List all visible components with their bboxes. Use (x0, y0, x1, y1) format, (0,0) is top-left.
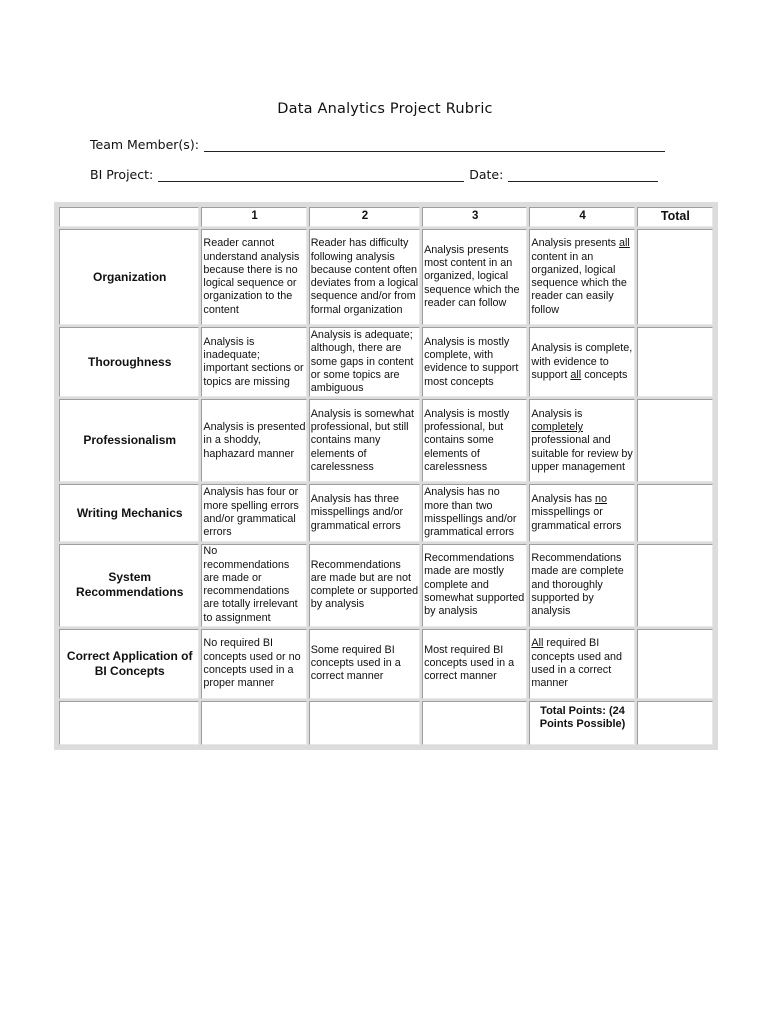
rubric-cell-score-1: Analysis has four or more spelling errors and/or grammatical errors (201, 484, 306, 541)
total-points-row (59, 701, 713, 745)
header-score-1: 1 (201, 207, 306, 227)
emphasis-underline: all (619, 237, 630, 250)
rubric-table-wrapper (54, 202, 718, 750)
criterion-label: Organization (59, 229, 199, 325)
total-score-cell[interactable] (637, 229, 713, 325)
team-members-input-line[interactable] (204, 137, 665, 152)
header-row (59, 207, 713, 227)
rubric-cell-score-3: Analysis is mostly professional, but contains some elements of carelessness (422, 399, 527, 482)
header-total: Total (637, 207, 713, 227)
bi-project-label: BI Project: (90, 167, 154, 182)
criterion-label: System Recommendations (59, 544, 199, 627)
rubric-cell-score-3: Most required BI concepts used in a correct manner (422, 629, 527, 699)
emphasis-underline: no (595, 493, 608, 506)
rubric-cell-score-1: Reader cannot understand analysis because there is no logical sequence or organization to the content (201, 229, 306, 325)
header-blank-cell (59, 207, 199, 227)
total-score-cell[interactable] (637, 399, 713, 482)
criterion-label: Correct Application of BI Concepts (59, 629, 199, 699)
rubric-cell-score-2: Some required BI concepts used in a correct manner (309, 629, 420, 699)
team-members-label: Team Member(s): (90, 137, 199, 152)
rubric-cell-score-4: Analysis presents all content in an organized, logical sequence which the reader can easily follow (529, 229, 634, 325)
rubric-cell-score-3: Analysis has no more than two misspellings and/or grammatical errors (422, 484, 527, 541)
rubric-cell-score-2: Analysis has three misspellings and/or grammatical errors (309, 484, 420, 541)
total-score-cell[interactable] (637, 629, 713, 699)
rubric-cell-score-4: Analysis has no misspellings or grammatical errors (529, 484, 634, 541)
total-score-cell[interactable] (637, 327, 713, 397)
total-score-cell[interactable] (637, 484, 713, 541)
rubric-row (59, 544, 713, 627)
criterion-label: Professionalism (59, 399, 199, 482)
criterion-label: Thoroughness (59, 327, 199, 397)
empty-cell (309, 701, 420, 745)
total-points-label: Total Points: (24 Points Possible) (529, 701, 634, 745)
rubric-row (59, 399, 713, 482)
rubric-cell-score-2: Analysis is adequate; although, there are some gaps in content or some topics are ambiguous (309, 327, 420, 397)
total-score-cell[interactable] (637, 544, 713, 627)
emphasis-underline: All (531, 637, 544, 650)
emphasis-underline: all (570, 368, 582, 381)
rubric-row (59, 327, 713, 397)
empty-cell (201, 701, 306, 745)
rubric-cell-score-2: Recommendations are made but are not complete or supported by analysis (309, 544, 420, 627)
rubric-cell-score-1: No required BI concepts used or no concepts used in a proper manner (201, 629, 306, 699)
rubric-cell-score-3: Analysis presents most content in an organized, logical sequence which the reader can follow (422, 229, 527, 325)
rubric-row (59, 629, 713, 699)
bi-project-field (90, 167, 658, 182)
rubric-row (59, 484, 713, 541)
rubric-cell-score-4: Recommendations made are complete and thoroughly supported by analysis (529, 544, 634, 627)
rubric-cell-score-3: Recommendations made are mostly complete and somewhat supported by analysis (422, 544, 527, 627)
header-score-4: 4 (529, 207, 634, 227)
rubric-cell-score-4: All required BI concepts used and used in a correct manner (529, 629, 634, 699)
date-input-line[interactable] (508, 167, 658, 182)
rubric-cell-score-3: Analysis is mostly complete, with evidence to support most concepts (422, 327, 527, 397)
rubric-cell-score-2: Analysis is somewhat professional, but still contains many elements of carelessness (309, 399, 420, 482)
emphasis-underline: completely (531, 420, 583, 433)
rubric-cell-score-2: Reader has difficulty following analysis because content often deviates from a logical sequence and/or from formal organization (309, 229, 420, 325)
rubric-cell-score-1: No recommendations are made or recommendations are totally irrelevant to assignment (201, 544, 306, 627)
criterion-label: Writing Mechanics (59, 484, 199, 541)
rubric-cell-score-4: Analysis is complete, with evidence to support all concepts (529, 327, 634, 397)
header-score-3: 3 (422, 207, 527, 227)
rubric-cell-score-1: Analysis is inadequate; important sections or topics are missing (201, 327, 306, 397)
rubric-table (57, 205, 715, 747)
grand-total-cell[interactable] (637, 701, 713, 745)
empty-cell (59, 701, 199, 745)
empty-cell (422, 701, 527, 745)
rubric-cell-score-4: Analysis is completely professional and suitable for review by upper management (529, 399, 634, 482)
rubric-cell-score-1: Analysis is presented in a shoddy, haphazard manner (201, 399, 306, 482)
header-score-2: 2 (309, 207, 420, 227)
date-label: Date: (469, 167, 504, 182)
rubric-row (59, 229, 713, 325)
page-title: Data Analytics Project Rubric (277, 101, 493, 117)
team-members-field (90, 137, 665, 152)
bi-project-input-line[interactable] (158, 167, 464, 182)
